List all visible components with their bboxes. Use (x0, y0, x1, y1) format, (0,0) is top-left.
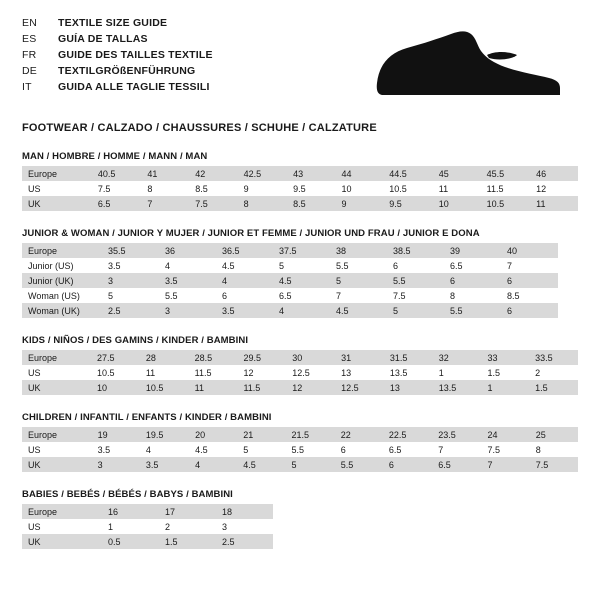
cell: 3.5 (140, 457, 189, 472)
cell: 1 (108, 521, 114, 532)
cell: 12.5 (335, 380, 384, 395)
row-label: UK (22, 457, 92, 472)
cell: 44.5 (383, 166, 433, 181)
cell: 3.5 (97, 444, 111, 455)
cell: 4.5 (195, 444, 208, 455)
table-row (22, 442, 578, 457)
cell: 6 (383, 457, 432, 472)
cell: 3 (92, 457, 140, 472)
cell: 2 (165, 521, 171, 532)
cell: 23.5 (432, 427, 481, 442)
cell: 10 (341, 183, 352, 194)
language-title: TEXTILGRÖßENFÜHRUNG (58, 65, 196, 77)
cell: 4 (145, 444, 151, 455)
group-heading: CHILDREN / INFANTIL / ENFANTS / KINDER / BAMBINI (22, 412, 272, 423)
cell: 5.5 (387, 273, 444, 288)
cell: 5 (108, 290, 114, 301)
row-label: UK (22, 380, 91, 395)
cell: 17 (159, 504, 216, 519)
cell: 8 (147, 183, 153, 194)
cell: 6.5 (450, 260, 463, 271)
cell: 4 (273, 303, 330, 318)
table-row (22, 380, 578, 395)
cell: 12 (243, 367, 254, 378)
cell: 4 (165, 260, 171, 271)
language-code: ES (22, 33, 37, 45)
language-row (22, 16, 213, 31)
cell: 41 (141, 166, 189, 181)
row-label: Europe (22, 427, 92, 442)
size-table-junior-woman (22, 243, 558, 318)
cell: 10.5 (97, 367, 115, 378)
cell: 40 (501, 243, 558, 258)
cell: 7.5 (393, 290, 406, 301)
group-heading: JUNIOR & WOMAN / JUNIOR Y MUJER / JUNIOR ET FEMME / JUNIOR UND FRAU / JUNIOR E DONA (22, 228, 480, 239)
cell: 11.5 (237, 380, 286, 395)
cell: 6 (501, 273, 558, 288)
cell: 6.5 (432, 457, 481, 472)
cell: 42.5 (238, 166, 288, 181)
cell: 43 (287, 166, 335, 181)
cell: 13 (341, 367, 352, 378)
cell: 32 (433, 350, 482, 365)
row-label: UK (22, 534, 102, 549)
group-heading: KIDS / NIÑOS / DES GAMINS / KINDER / BAMBINI (22, 335, 249, 346)
cell: 10.5 (389, 183, 407, 194)
cell: 38 (330, 243, 387, 258)
cell: 8 (238, 196, 288, 211)
row-label: Europe (22, 166, 92, 181)
cell: 11 (145, 367, 156, 378)
language-title-list (22, 16, 213, 95)
table-row (22, 273, 558, 288)
cell: 9.5 (293, 183, 306, 194)
cell: 20 (189, 427, 237, 442)
table-row (22, 427, 578, 442)
size-table-children (22, 427, 578, 472)
table-row (22, 243, 558, 258)
cell: 39 (444, 243, 501, 258)
cell: 27.5 (91, 350, 140, 365)
table-row (22, 196, 578, 211)
cell: 5 (387, 303, 444, 318)
cell: 3.5 (159, 273, 216, 288)
table-row (22, 258, 558, 273)
cell: 22 (335, 427, 383, 442)
cell: 1.5 (159, 534, 216, 549)
cell: 10.5 (140, 380, 189, 395)
cell: 13 (384, 380, 433, 395)
cell: 8.5 (287, 196, 335, 211)
language-row (22, 32, 213, 47)
cell: 36 (159, 243, 216, 258)
language-title: TEXTILE SIZE GUIDE (58, 17, 168, 29)
cell: 5.5 (444, 303, 501, 318)
cell: 12 (536, 183, 547, 194)
cell: 8 (450, 290, 456, 301)
cell: 35.5 (102, 243, 159, 258)
cell: 31 (335, 350, 384, 365)
cell: 5 (279, 260, 285, 271)
language-code: IT (22, 81, 32, 93)
cell: 33.5 (529, 350, 578, 365)
row-label: Woman (US) (28, 290, 80, 301)
table-row (22, 519, 273, 534)
language-row (22, 64, 213, 79)
cell: 7.5 (530, 457, 578, 472)
group-kids (22, 335, 578, 395)
cell: 10 (91, 380, 140, 395)
cell: 6 (501, 303, 558, 318)
language-code: FR (22, 49, 37, 61)
cell: 2.5 (102, 303, 159, 318)
cell: 36.5 (216, 243, 273, 258)
cell: 18 (216, 504, 273, 519)
cell: 4.5 (237, 457, 285, 472)
language-row (22, 80, 213, 95)
cell: 4.5 (222, 260, 235, 271)
cell: 42 (189, 166, 237, 181)
cell: 40.5 (92, 166, 142, 181)
cell: 6 (393, 260, 399, 271)
table-row (22, 181, 578, 196)
cell: 46 (530, 166, 578, 181)
cell: 8.5 (195, 183, 208, 194)
cell: 5 (330, 273, 387, 288)
row-label: Junior (US) (28, 260, 74, 271)
cell: 37.5 (273, 243, 330, 258)
row-label: Woman (UK) (22, 303, 102, 318)
cell: 1.5 (487, 367, 501, 378)
cell: 11 (438, 183, 449, 194)
cell: 3 (102, 273, 159, 288)
cell: 6 (222, 290, 228, 301)
cell: 7 (141, 196, 189, 211)
language-row (22, 48, 213, 63)
row-label: Europe (22, 243, 102, 258)
size-table-babies (22, 504, 273, 549)
cell: 25 (530, 427, 578, 442)
table-row (22, 534, 273, 549)
cell: 4.5 (273, 273, 330, 288)
language-title: GUIDE DES TAILLES TEXTILE (58, 49, 213, 61)
language-title: GUÍA DE TALLAS (58, 33, 148, 45)
cell: 29.5 (237, 350, 286, 365)
cell: 4 (189, 457, 237, 472)
cell: 33 (482, 350, 530, 365)
row-label: US (28, 367, 41, 378)
table-row (22, 288, 558, 303)
group-babies (22, 489, 578, 549)
cell: 45 (433, 166, 481, 181)
cell: 7 (336, 290, 342, 301)
cell: 7 (482, 457, 530, 472)
cell: 7 (507, 260, 513, 271)
size-table-man (22, 166, 578, 211)
row-label: Europe (22, 504, 102, 519)
cell: 8 (535, 444, 541, 455)
table-row (22, 504, 273, 519)
row-label: Europe (22, 350, 91, 365)
cell: 11 (189, 380, 238, 395)
language-code: DE (22, 65, 37, 77)
cell: 6 (444, 273, 501, 288)
row-label: US (28, 444, 41, 455)
cell: 11.5 (194, 367, 212, 378)
cell: 10 (433, 196, 481, 211)
cell: 30 (286, 350, 335, 365)
row-label: UK (22, 196, 92, 211)
cell: 16 (102, 504, 159, 519)
cell: 5 (285, 457, 334, 472)
header (22, 16, 578, 108)
cell: 9 (335, 196, 383, 211)
cell: 45.5 (481, 166, 531, 181)
page-title: FOOTWEAR / CALZADO / CHAUSSURES / SCHUHE / CALZATURE (22, 122, 377, 134)
cell: 1.5 (529, 380, 578, 395)
cell: 0.5 (102, 534, 159, 549)
cell: 5.5 (336, 260, 349, 271)
table-row (22, 166, 578, 181)
table-row (22, 457, 578, 472)
group-children (22, 412, 578, 472)
dress-shoe-icon (362, 22, 572, 108)
cell: 19.5 (140, 427, 189, 442)
cell: 6 (340, 444, 346, 455)
cell: 9 (243, 183, 249, 194)
cell: 12.5 (292, 367, 310, 378)
cell: 24 (482, 427, 530, 442)
row-label: Junior (UK) (22, 273, 102, 288)
cell: 4 (216, 273, 273, 288)
cell: 3.5 (108, 260, 121, 271)
cell: 1 (482, 380, 530, 395)
group-junior-woman (22, 228, 578, 318)
row-label: US (28, 183, 41, 194)
cell: 9.5 (383, 196, 433, 211)
cell: 7.5 (97, 183, 111, 194)
cell: 28 (140, 350, 189, 365)
table-row (22, 350, 578, 365)
cell: 4.5 (330, 303, 387, 318)
cell: 7 (438, 444, 444, 455)
cell: 2.5 (216, 534, 273, 549)
cell: 3 (159, 303, 216, 318)
cell: 10.5 (481, 196, 531, 211)
group-heading: BABIES / BEBÉS / BÉBÉS / BABYS / BAMBINI (22, 489, 233, 500)
cell: 1 (438, 367, 444, 378)
group-man (22, 151, 578, 211)
cell: 44 (335, 166, 383, 181)
table-row (22, 303, 558, 318)
cell: 38.5 (387, 243, 444, 258)
cell: 22.5 (383, 427, 432, 442)
cell: 5.5 (291, 444, 304, 455)
size-table-kids (22, 350, 578, 395)
cell: 3 (222, 521, 228, 532)
cell: 31.5 (384, 350, 433, 365)
language-title: GUIDA ALLE TAGLIE TESSILI (58, 81, 210, 93)
cell: 7.5 (189, 196, 237, 211)
row-label: US (28, 521, 41, 532)
cell: 6.5 (388, 444, 402, 455)
cell: 21 (237, 427, 285, 442)
language-code: EN (22, 17, 37, 29)
cell: 21.5 (285, 427, 334, 442)
cell: 5 (243, 444, 249, 455)
cell: 5.5 (335, 457, 383, 472)
cell: 7.5 (487, 444, 501, 455)
cell: 11.5 (486, 183, 504, 194)
cell: 12 (286, 380, 335, 395)
cell: 6.5 (92, 196, 142, 211)
cell: 13.5 (389, 367, 408, 378)
cell: 2 (535, 367, 541, 378)
cell: 3.5 (216, 303, 273, 318)
group-heading: MAN / HOMBRE / HOMME / MANN / MAN (22, 151, 208, 162)
table-row (22, 365, 578, 380)
cell: 6.5 (279, 290, 292, 301)
cell: 13.5 (433, 380, 482, 395)
cell: 8.5 (507, 290, 520, 301)
cell: 19 (92, 427, 140, 442)
cell: 5.5 (165, 290, 178, 301)
cell: 28.5 (189, 350, 238, 365)
cell: 11 (530, 196, 578, 211)
